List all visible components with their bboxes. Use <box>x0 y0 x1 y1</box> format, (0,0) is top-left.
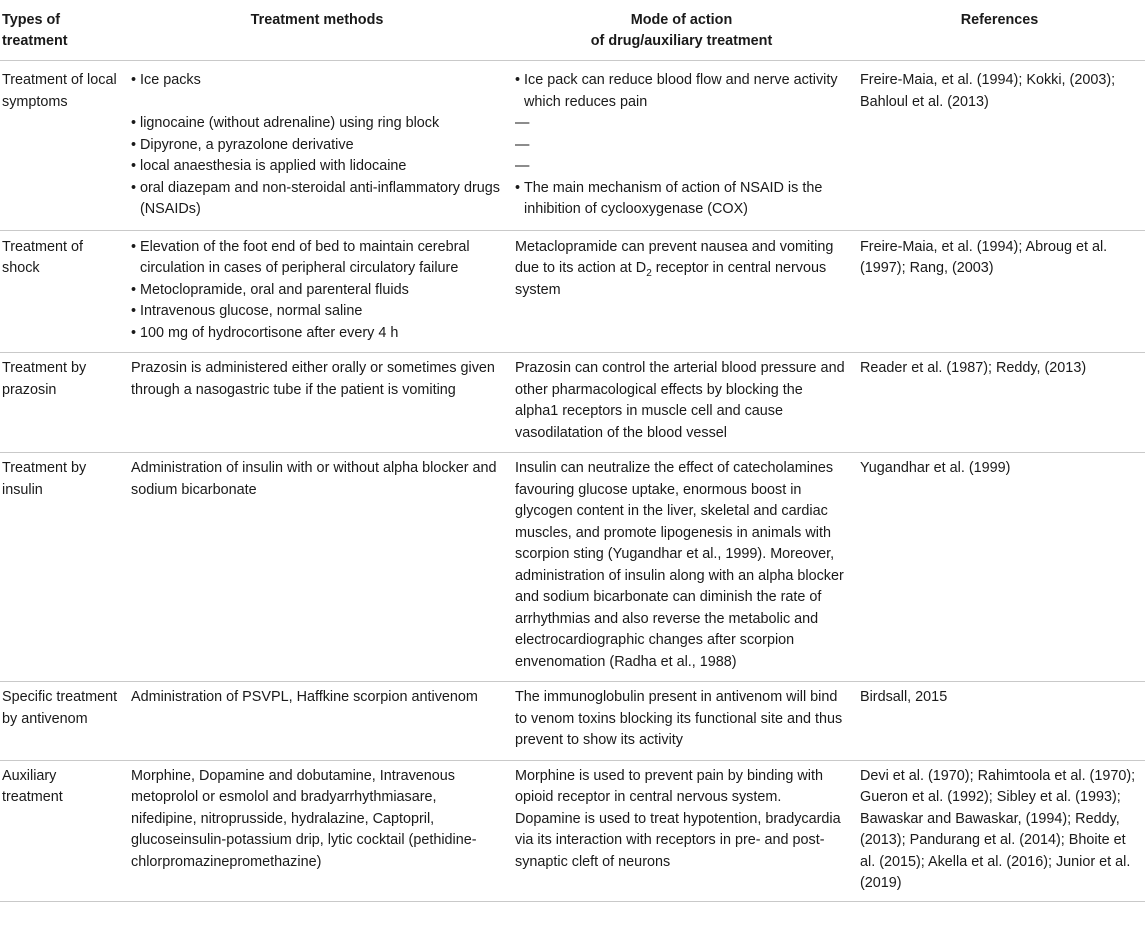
list-item: • oral diazepam and non-steroidal anti-inflammatory drugs (NSAIDs) <box>131 179 500 217</box>
bullet-icon: • <box>515 179 521 196</box>
header-mode-of-action: Mode of action of drug/auxiliary treatment <box>509 0 854 61</box>
bullet-icon: • <box>515 72 521 88</box>
mode-of-action-cell <box>509 61 854 231</box>
header-types-of-treatment: Types of treatment <box>0 0 125 61</box>
table-row-antivenom <box>0 682 1145 761</box>
table-row-shock <box>0 230 1145 353</box>
treatment-type-cell: Auxiliary treatment <box>0 760 125 901</box>
references-cell: Devi et al. (1970); Rahimtoola et al. (1970); Gueron et al. (1992); Sibley et al. (1993); Bawaskar and Bawaskar, (1994); Reddy, (2013); Pandurang et al. (2014); Bhoite et al. (2015); Akella et al. (2016); Junior et al. (2019) <box>854 760 1145 901</box>
treatment-methods-cell: Administration of PSVPL, Haffkine scorpion antivenom <box>125 682 509 761</box>
dash-item: — <box>515 115 530 131</box>
list-item: • Ice packs <box>131 70 503 92</box>
header-row <box>0 0 1145 61</box>
bullet-icon: • <box>131 281 137 298</box>
bullet-icon: • <box>131 303 137 319</box>
dash-item: — <box>515 136 530 153</box>
list-item: • local anaesthesia is applied with lidocaine <box>131 156 503 178</box>
references-cell: Freire-Maia, et al. (1994); Abroug et al. (1997); Rang, (2003) <box>854 230 1145 353</box>
table-row-auxiliary <box>0 760 1145 901</box>
mode-of-action-cell: The immunoglobulin present in antivenom will bind to venom toxins blocking its functional site and thus prevent to show its activity <box>509 682 854 761</box>
list-item: • lignocaine (without adrenaline) using ring block <box>131 113 503 135</box>
treatment-methods-cell <box>125 230 509 353</box>
references-cell: Reader et al. (1987); Reddy, (2013) <box>854 353 1145 453</box>
treatment-methods-cell: Prazosin is administered either orally or sometimes given through a nasogastric tube if the patient is vomiting <box>125 353 509 453</box>
subscript: 2 <box>646 267 652 279</box>
bullet-icon: • <box>131 72 137 88</box>
treatment-methods-cell <box>125 61 509 231</box>
bullet-icon: • <box>131 136 137 153</box>
table-row-local-symptoms <box>0 61 1145 231</box>
bullet-icon: • <box>131 238 137 255</box>
bullet-icon: • <box>131 115 137 131</box>
list-item: • Metoclopramide, oral and parenteral fluids <box>131 280 503 302</box>
table-row-insulin <box>0 453 1145 682</box>
treatment-type-cell: Treatment of shock <box>0 230 125 353</box>
treatment-type-cell: Specific treatment by antivenom <box>0 682 125 761</box>
bullet-icon: • <box>131 324 137 341</box>
list-item: • Elevation of the foot end of bed to maintain cerebral circulation in cases of peripheral circulatory failure <box>131 238 470 276</box>
mode-of-action-cell: Prazosin can control the arterial blood pressure and other pharmacological effects by blocking the alpha1 receptors in muscle cell and cause vasodilatation of the blood vessel <box>509 353 854 453</box>
header-references: References <box>854 0 1145 61</box>
treatment-type-cell: Treatment by prazosin <box>0 353 125 453</box>
list-item: • Ice pack can reduce blood flow and nerve activity which reduces pain <box>515 72 838 110</box>
dash-item: — <box>515 158 530 174</box>
mode-of-action-cell: Insulin can neutralize the effect of catecholamines favouring glucose uptake, enormous boost in glycogen content in the liver, skeletal and cardiac muscles, and promote lipogenesis in animals with scorpion sting (Yugandhar et al., 1999). Moreover, administration of insulin along with an alpha blocker and sodium bicarbonate can diminish the rate of arrhythmias and also reverse the metabolic and electrocardiographic changes after scorpion envenomation (Radha et al., 1988) <box>509 453 854 682</box>
references-cell: Birdsall, 2015 <box>854 682 1145 761</box>
mode-of-action-cell: Morphine is used to prevent pain by binding with opioid receptor in central nervous system. Dopamine is used to treat hypotention, bradycardia via its interaction with receptors in pre- and post-synaptic cleft of neurons <box>509 760 854 901</box>
list-item: • 100 mg of hydrocortisone after every 4 h <box>131 323 503 345</box>
references-cell: Yugandhar et al. (1999) <box>854 453 1145 682</box>
mode-of-action-cell: Metaclopramide can prevent nausea and vomiting due to its action at $D_2$ receptor in central nervous system <box>509 230 854 353</box>
references-cell: Freire-Maia, et al. (1994); Kokki, (2003); Bahloul et al. (2013) <box>854 61 1145 231</box>
bullet-icon: • <box>131 179 137 196</box>
list-item: • Intravenous glucose, normal saline <box>131 301 503 323</box>
list-item: • The main mechanism of action of NSAID is the inhibition of cyclooxygenase (COX) <box>515 179 823 217</box>
treatment-type-cell: Treatment of local symptoms <box>0 61 125 231</box>
list-item: • Dipyrone, a pyrazolone derivative <box>131 135 503 157</box>
table-row-prazosin <box>0 353 1145 453</box>
treatment-type-cell: Treatment by insulin <box>0 453 125 682</box>
header-treatment-methods: Treatment methods <box>125 0 509 61</box>
treatment-methods-cell: Morphine, Dopamine and dobutamine, Intravenous metoprolol or esmolol and bradyarrhythmiasare, nifedipine, nitroprusside, hydralazine, Captopril, glucoseinsulin-potassium drip, lytic cocktail (pethidine-chlorpromazinepromethazine) <box>125 760 509 901</box>
bullet-icon: • <box>131 158 137 174</box>
treatment-methods-cell: Administration of insulin with or without alpha blocker and sodium bicarbonate <box>125 453 509 682</box>
